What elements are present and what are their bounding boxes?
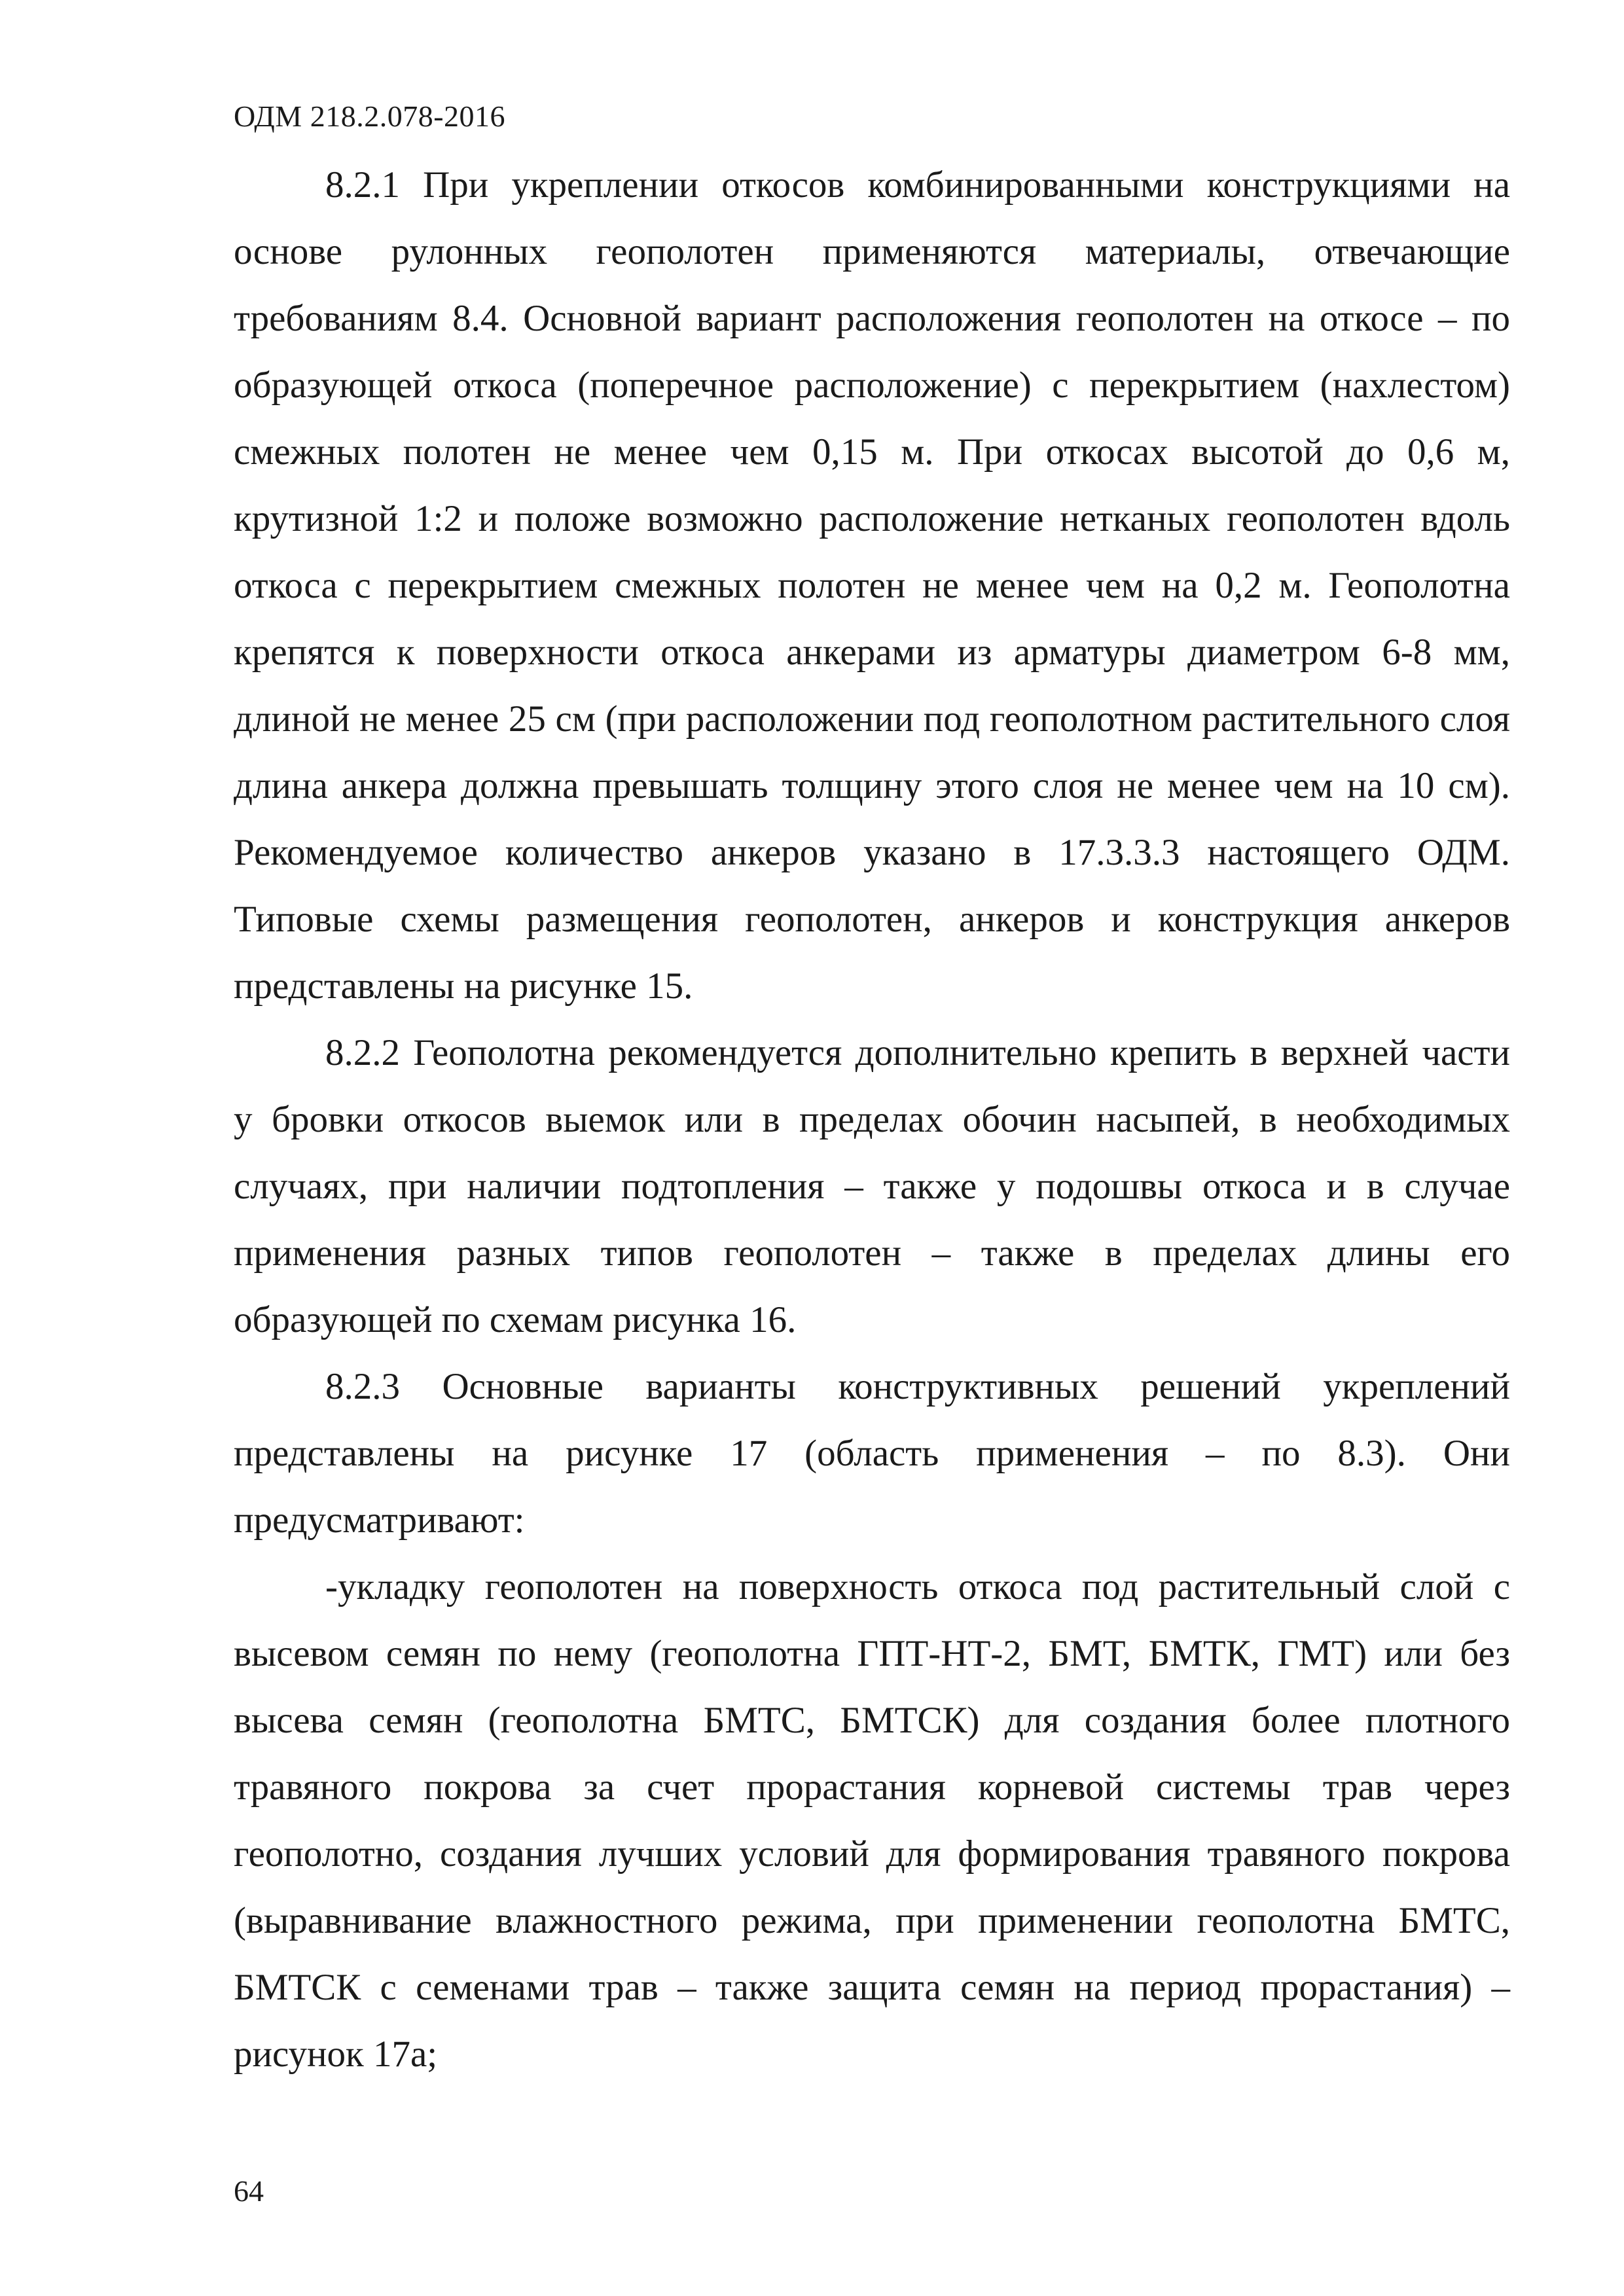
list-item-paragraph: -укладку геополотен на поверхность откоса под растительный слой с высевом семян по нему (геополотна ГПТ-НТ-2, БМТ, БМТК, ГМТ) или без высева семян (геополотна БМТС, БМТСК) для создания более плотного травяного покрова за счет прорастания корневой системы трав через геополотно, создания лучших условий для формирования травяного покрова (выравнивание влажностного режима, при применении геополотна БМТС, БМТСК с семенами трав – также защита семян на период прорастания) – рисунок 17а;: [234, 1566, 1510, 2075]
body-text: [234, 152, 1510, 2088]
paragraph-8-2-3: 8.2.3 Основные варианты конструктивных решений укреплений представлены на рисунке 17 (область применения – по 8.3). Они предусматривают:: [234, 1366, 1510, 1541]
page-number: 64: [234, 2174, 264, 2208]
paragraph-8-2-1: 8.2.1 При укреплении откосов комбинированными конструкциями на основе рулонных геополотен применяются материалы, отвечающие требованиям 8.4. Основной вариант расположения геополотен на откосе – по образующей откоса (поперечное расположение) с перекрытием (нахлестом) смежных полотен не менее чем 0,15 м. При откосах высотой до 0,6 м, крутизной 1:2 и положе возможно расположение нетканых геополотен вдоль откоса с перекрытием смежных полотен не менее чем на 0,2 м. Геополотна крепятся к поверхности откоса анкерами из арматуры диаметром 6-8 мм, длиной не менее 25 см (при расположении под геополотном растительного слоя длина анкера должна превышать толщину этого слоя не менее чем на 10 см). Рекомендуемое количество анкеров указано в 17.3.3.3 настоящего ОДМ. Типовые схемы размещения геополотен, анкеров и конструкция анкеров представлены на рисунке 15.: [234, 164, 1510, 1007]
document-code-header: ОДМ 218.2.078-2016: [234, 99, 506, 133]
paragraph-8-2-2: 8.2.2 Геополотна рекомендуется дополнительно крепить в верхней части у бровки откосов выемок или в пределах обочин насыпей, в необходимых случаях, при наличии подтопления – также у подошвы откоса и в случае применения разных типов геополотен – также в пределах длины его образующей по схемам рисунка 16.: [234, 1032, 1510, 1340]
